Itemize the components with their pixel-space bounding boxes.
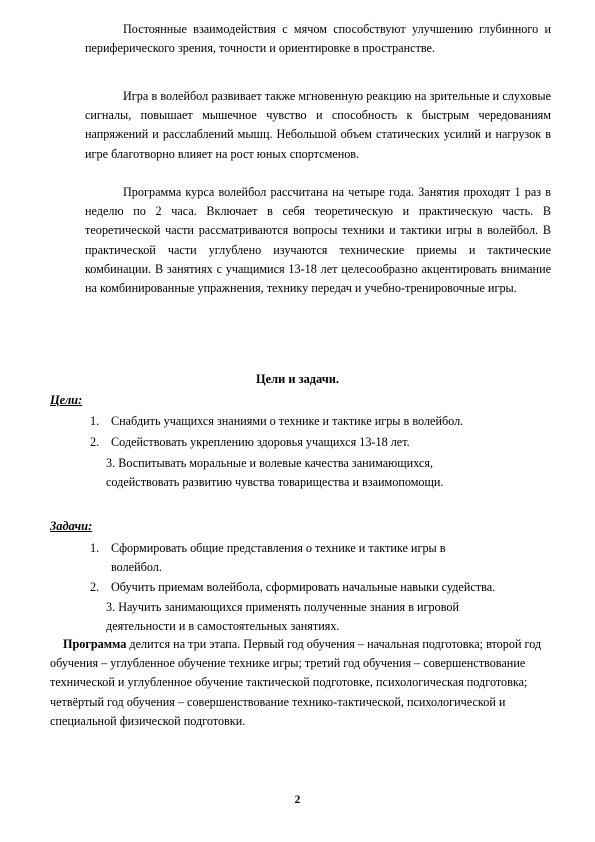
list-item-text: Воспитывать моральные и волевые качества занимающихся, bbox=[118, 456, 433, 470]
task-item-3 bbox=[106, 598, 459, 617]
list-number: 3. bbox=[106, 456, 116, 470]
intro-paragraph-3 bbox=[85, 183, 551, 298]
intro-paragraph-1 bbox=[85, 20, 551, 58]
goals-heading: Цели: bbox=[50, 393, 83, 407]
goal-item-1 bbox=[90, 412, 463, 431]
paragraph-text: делится на три этапа. Первый год обучения – начальная подготовка; второй год обучения – углубленное обучение технике игры; третий год обучения – совершенствование технической и углубленное обучение тактической подготовке, психологическая подготовка; четвёртый год обучения – совершенствование технико-тактической, психологической и специальной физической подготовки. bbox=[50, 637, 542, 728]
task-item-2 bbox=[90, 578, 495, 597]
paragraph-lead-word: Программа bbox=[63, 637, 127, 651]
task-item-1-continuation: волейбол. bbox=[111, 560, 162, 574]
paragraph-text: Игра в волейбол развивает также мгновенную реакцию на зрительные и слуховые сигналы, повышает мышечное чувство и способность к быстрым чередованиям напряжений и расслаблений мышц. Небольшой объем статических усилий и нагрузок в игре благотворно влияет на рост юных спортсменов. bbox=[85, 89, 551, 161]
list-number: 1. bbox=[90, 414, 100, 428]
task-item-3-continuation: деятельности и в самостоятельных занятиях. bbox=[106, 619, 340, 633]
list-item-text: Научить занимающихся применять полученные знания в игровой bbox=[118, 600, 459, 614]
task-item-1 bbox=[90, 539, 446, 558]
program-stages-paragraph bbox=[50, 635, 555, 731]
tasks-heading: Задачи: bbox=[50, 519, 93, 533]
list-number: 2. bbox=[90, 580, 100, 594]
paragraph-text: Постоянные взаимодействия с мячом способствуют улучшению глубинного и периферического зрения, точности и ориентировке в пространстве. bbox=[85, 22, 551, 56]
goal-item-3-continuation: содействовать развитию чувства товарищества и взаимопомощи. bbox=[106, 475, 444, 489]
paragraph-text: Программа курса волейбол рассчитана на четыре года. Занятия проходят 1 раз в неделю по 2 часа. Включает в себя теоретическую и практическую часть. В теоретической части рассматриваются вопросы техники и тактики игры в волейбол. В практической части углублено изучаются технические приемы и тактические комбинации. В занятиях с учащимися 13-18 лет целесообразно акцентировать внимание на комбинированные упражнения, технику передач и учебно-тренировочные игры. bbox=[85, 185, 551, 296]
goal-item-2 bbox=[90, 433, 410, 452]
list-item-text: Содействовать укреплению здоровья учащихся 13-18 лет. bbox=[111, 435, 410, 449]
list-number: 1. bbox=[90, 541, 100, 555]
section-title: Цели и задачи. bbox=[256, 372, 339, 386]
list-item-text: Снабдить учащихся знаниями о технике и тактике игры в волейбол. bbox=[111, 414, 464, 428]
page-number: 2 bbox=[294, 794, 301, 806]
list-item-text: Сформировать общие представления о технике и тактике игры в bbox=[111, 541, 446, 555]
list-number: 3. bbox=[106, 600, 116, 614]
intro-paragraph-2 bbox=[85, 87, 551, 164]
list-number: 2. bbox=[90, 435, 100, 449]
list-item-text: Обучить приемам волейбола, сформировать начальные навыки судейства. bbox=[111, 580, 496, 594]
goal-item-3 bbox=[106, 454, 433, 473]
